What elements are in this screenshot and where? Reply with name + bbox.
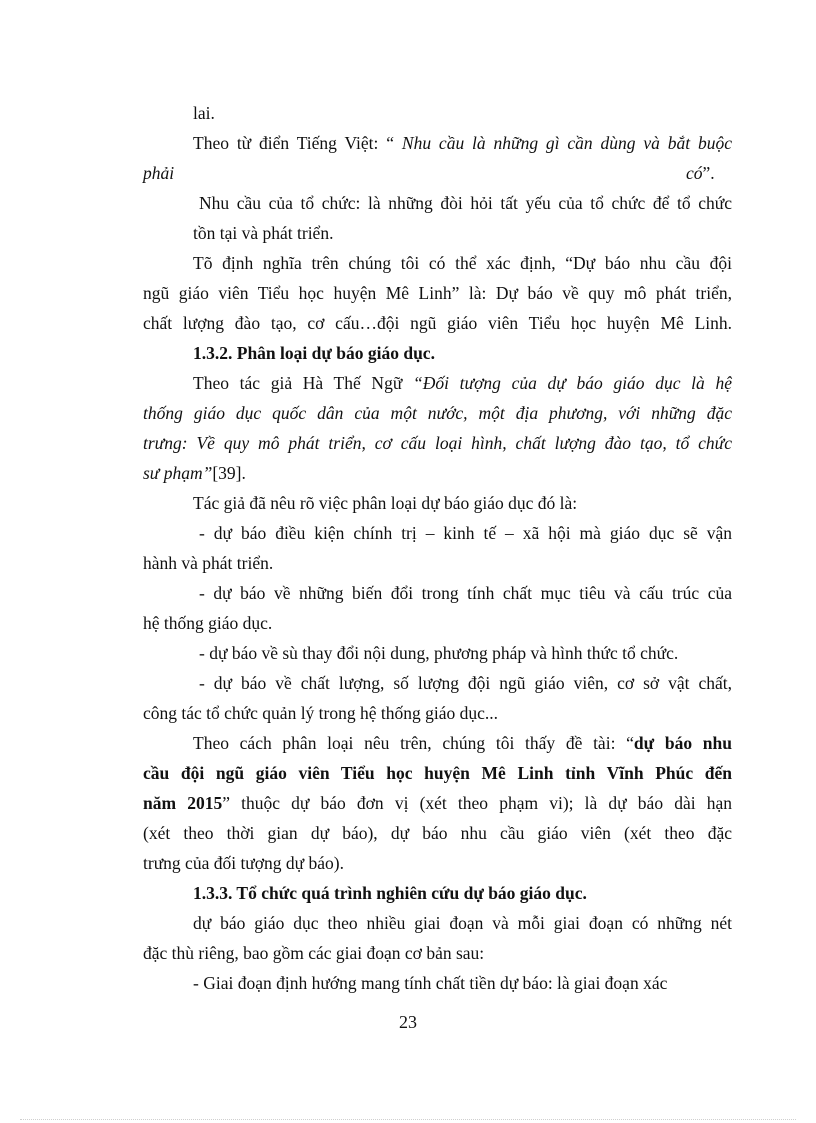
paragraph-line: - Giai đoạn định hướng mang tính chất tiền dự báo: là giai đoạn xác xyxy=(193,973,668,993)
paragraph-line: tồn tại và phát triển. xyxy=(193,223,334,243)
page-bottom-divider xyxy=(20,1119,796,1120)
list-item-cont: hành và phát triển. xyxy=(143,553,274,573)
paragraph-line: Theo tác giả Hà Thế Ngữ “Đối tượng của dự báo giáo dục là hệ xyxy=(193,373,732,393)
paragraph-line: Tác giả đã nêu rõ việc phân loại dự báo giáo dục đó là: xyxy=(193,493,578,513)
paragraph-line: trưng của đối tượng dự báo). xyxy=(143,853,345,873)
list-item: - dự báo về sù thay đổi nội dung, phương pháp và hình thức tổ chức. xyxy=(199,643,679,663)
list-item-cont: hệ thống giáo dục. xyxy=(143,613,273,633)
paragraph-line: đặc thù riêng, bao gồm các giai đoạn cơ bản sau: xyxy=(143,943,485,963)
list-item: - dự báo về chất lượng, số lượng đội ngũ giáo viên, cơ sở vật chất, xyxy=(199,673,732,693)
quote-line-end: sư phạm”[39]. xyxy=(143,463,246,483)
paragraph-line: dự báo giáo dục theo nhiều giai đoạn và mỗi giai đoạn có những nét xyxy=(193,913,732,933)
paragraph-line: Nhu cầu của tổ chức: là những đòi hỏi tất yếu của tổ chức để tổ chức xyxy=(199,193,732,213)
page-number: 23 xyxy=(399,1012,417,1032)
paragraph-line: ngũ giáo viên Tiểu học huyện Mê Linh” là: Dự báo về quy mô phát triển, xyxy=(143,283,732,303)
paragraph-line: Tõ định nghĩa trên chúng tôi có thể xác định, “Dự báo nhu cầu đội xyxy=(193,253,732,273)
paragraph-line: (xét theo thời gian dự báo), dự báo nhu cầu giáo viên (xét theo đặc xyxy=(143,823,732,843)
section-heading-1-3-3: 1.3.3. Tổ chức quá trình nghiên cứu dự báo giáo dục. xyxy=(193,883,587,903)
paragraph-line: cầu đội ngũ giáo viên Tiểu học huyện Mê Linh tỉnh Vĩnh Phúc đến xyxy=(143,763,732,783)
section-heading-1-3-2: 1.3.2. Phân loại dự báo giáo dục. xyxy=(193,343,435,363)
quote-line: trưng: Về quy mô phát triển, cơ cấu loại hình, chất lượng đào tạo, tổ chức xyxy=(143,433,732,453)
paragraph-line-end: có”. xyxy=(686,163,715,183)
list-item: - dự báo điều kiện chính trị – kinh tế – xã hội mà giáo dục sẽ vận xyxy=(199,523,732,543)
paragraph-line: chất lượng đào tạo, cơ cấu…đội ngũ giáo viên Tiểu học huyện Mê Linh. xyxy=(143,313,732,333)
paragraph-line: lai. xyxy=(193,103,215,123)
paragraph-line: Theo cách phân loại nêu trên, chúng tôi thấy đề tài: “dự báo nhu xyxy=(193,733,732,753)
list-item: - dự báo về những biến đổi trong tính chất mục tiêu và cấu trúc của xyxy=(199,583,732,603)
paragraph-line: Theo từ điển Tiếng Việt: “ Nhu cầu là những gì cần dùng và bắt buộc xyxy=(193,133,733,153)
list-item-cont: công tác tổ chức quản lý trong hệ thống giáo dục... xyxy=(143,703,499,723)
paragraph-line-start: phải xyxy=(143,163,175,183)
quote-line: thống giáo dục quốc dân của một nước, một địa phương, với những đặc xyxy=(143,403,732,423)
paragraph-line: năm 2015” thuộc dự báo đơn vị (xét theo phạm vi); là dự báo dài hạn xyxy=(143,793,732,813)
